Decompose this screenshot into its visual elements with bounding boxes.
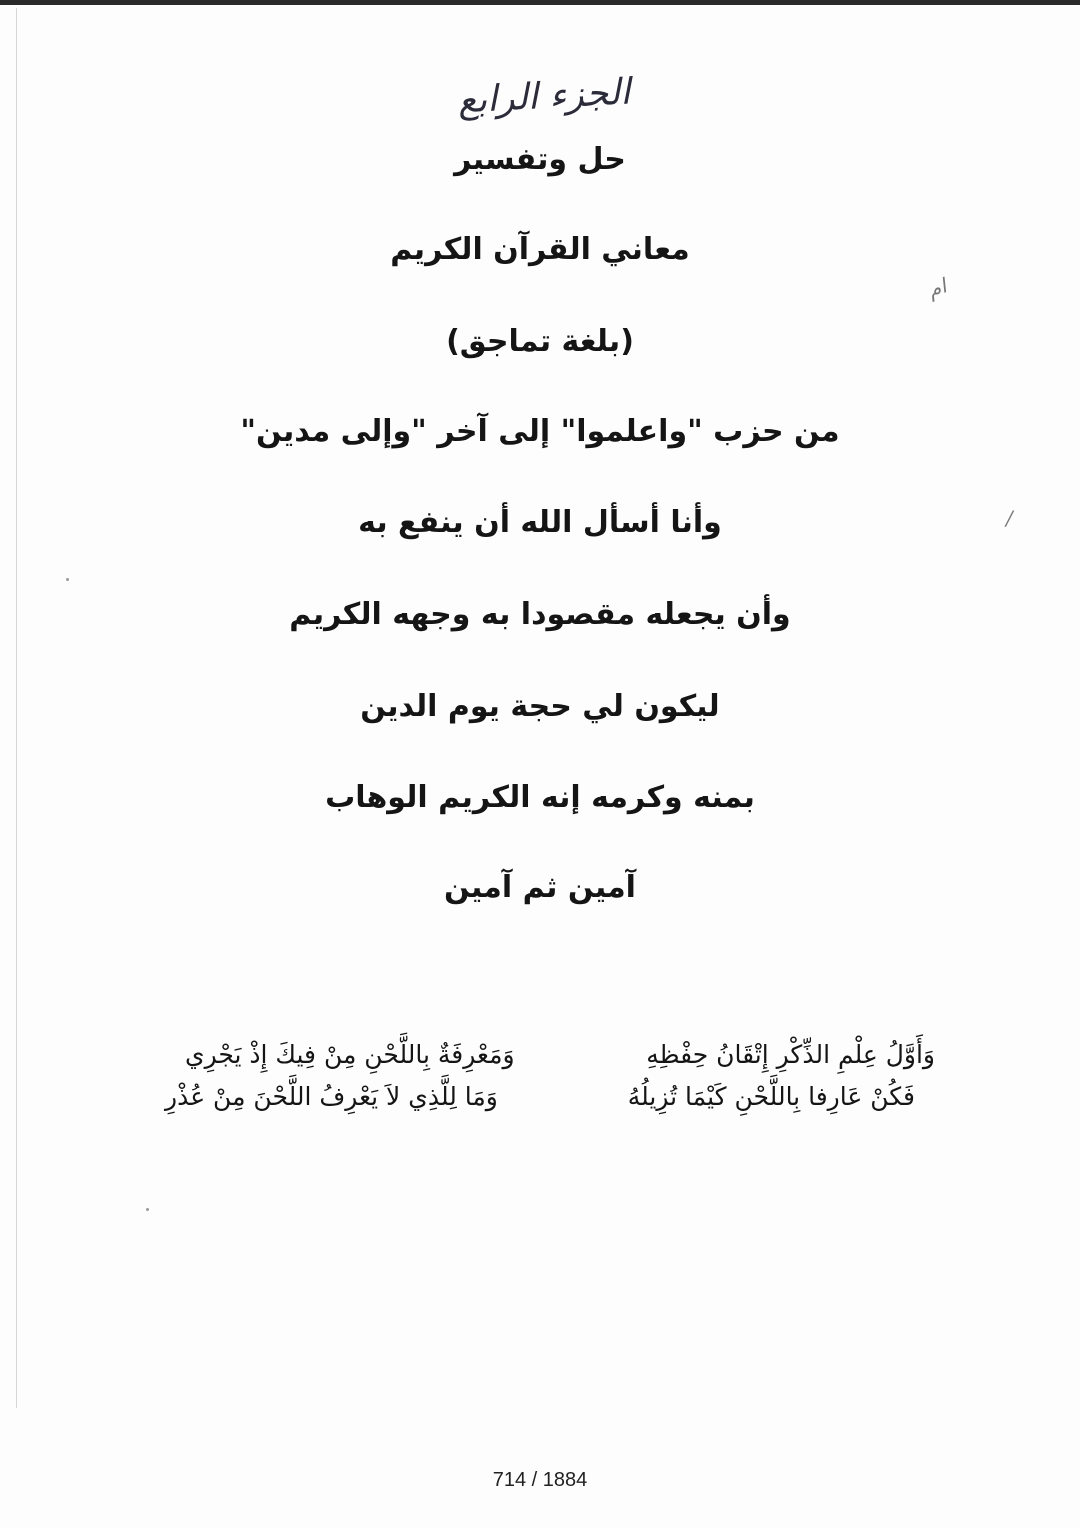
page-number: 714 / 1884 (492, 1469, 588, 1491)
verse-row (165, 1082, 925, 1126)
verse-2-first-hemistich: فَكُنْ عَارِفا بِاللَّحْنِ كَيْمَا تُزِيلُهُ (627, 1082, 915, 1111)
verse-1-first-hemistich: وَأَوَّلُ عِلْمِ الذِّكْرِ إِتْقَانُ حِفْظِهِ (646, 1040, 935, 1069)
verse-1-second-hemistich: وَمَعْرِفَةٌ بِاللَّحْنِ مِنْ فِيكَ إِذْ يَجْرِي (185, 1040, 515, 1069)
title-line-2: معاني القرآن الكريم (390, 232, 690, 267)
dua-line-1: وأنا أسأل الله أن ينفع به (358, 505, 722, 540)
verse-2-second-hemistich: وَمَا لِلَّذِي لاَ يَعْرِفُ اللَّحْنَ مِنْ عُذْرِ (165, 1082, 498, 1111)
dua-line-2: وأن يجعله مقصودا به وجهه الكريم (289, 597, 791, 632)
margin-stroke: / (1006, 506, 1013, 530)
title-line-1: حل وتفسير (454, 142, 626, 177)
verse-row (185, 1040, 945, 1084)
handwritten-volume-heading: الجزء الرابع (456, 71, 632, 122)
section-range: من حزب "واعلموا" إلى آخر "وإلى مدين" (240, 414, 840, 449)
scan-speck (146, 1208, 149, 1211)
margin-annotation: ﺍﻡ (924, 273, 950, 303)
language-note: (بلغة تماجق) (446, 324, 634, 359)
scan-speck (66, 578, 69, 581)
dua-line-4: بمنه وكرمه إنه الكريم الوهاب (325, 780, 755, 815)
top-border (0, 0, 1080, 5)
amen-line: آمين ثم آمين (444, 870, 636, 905)
dua-line-3: ليكون لي حجة يوم الدين (360, 689, 720, 724)
